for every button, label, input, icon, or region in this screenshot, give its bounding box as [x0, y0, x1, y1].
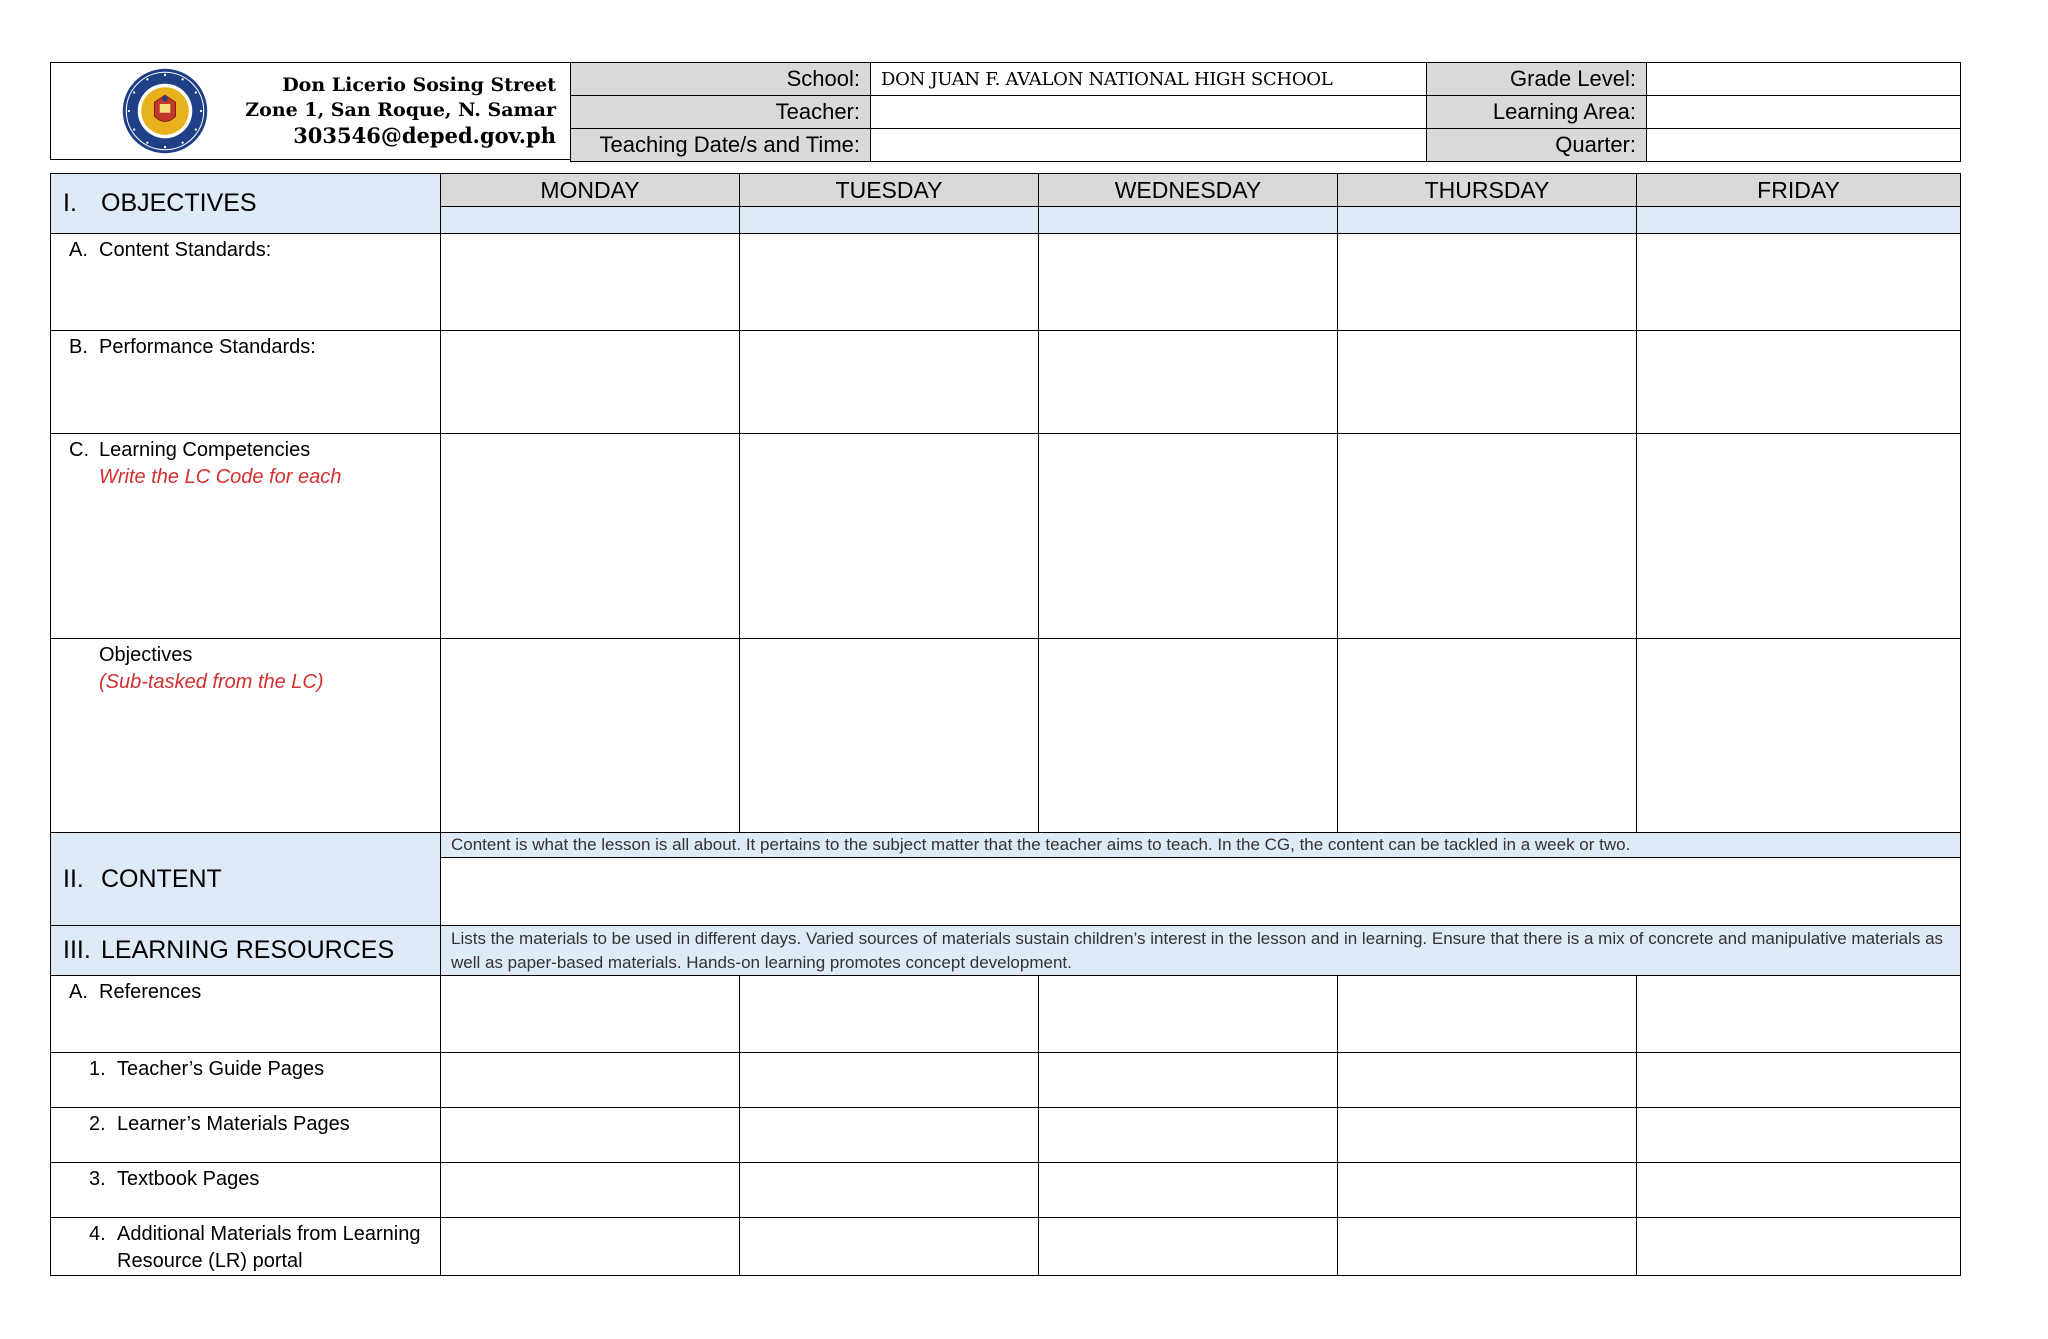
cell-learning-competencies-monday[interactable]	[441, 434, 740, 639]
cell-references-thursday[interactable]	[1338, 976, 1637, 1053]
learning-area-field[interactable]	[1647, 96, 1961, 129]
cell-content-standards-thursday[interactable]	[1338, 234, 1637, 331]
lc-code-hint: Write the LC Code for each	[99, 466, 342, 488]
grade-level-label: Grade Level:	[1427, 63, 1647, 96]
quarter-field[interactable]	[1647, 129, 1961, 162]
cell-textbook-pages-wednesday[interactable]	[1039, 1163, 1338, 1218]
row-label-performance-standards: B. Performance Standards:	[51, 331, 441, 434]
school-seal-icon	[121, 67, 209, 155]
cell-lm-pages-thursday[interactable]	[1338, 1108, 1637, 1163]
address-line-2: Zone 1, San Roque, N. Samar	[245, 99, 556, 121]
cell-objectives-friday[interactable]	[1637, 639, 1961, 833]
cell-tg-pages-thursday[interactable]	[1338, 1053, 1637, 1108]
cell-additional-friday[interactable]	[1637, 1218, 1961, 1276]
cell-additional-wednesday[interactable]	[1039, 1218, 1338, 1276]
cell-textbook-pages-tuesday[interactable]	[740, 1163, 1039, 1218]
school-label: School:	[571, 63, 871, 96]
cell-additional-monday[interactable]	[441, 1218, 740, 1276]
thursday-strip	[1338, 207, 1637, 234]
row-label-objectives: Objectives (Sub-tasked from the LC)	[51, 639, 441, 833]
school-field[interactable]: DON JUAN F. AVALON NATIONAL HIGH SCHOOL	[871, 63, 1427, 96]
day-header-wednesday: WEDNESDAY	[1039, 174, 1338, 207]
cell-lm-pages-tuesday[interactable]	[740, 1108, 1039, 1163]
quarter-label: Quarter:	[1427, 129, 1647, 162]
cell-references-wednesday[interactable]	[1039, 976, 1338, 1053]
school-email: 303546@deped.gov.ph	[293, 123, 556, 148]
objectives-hint: (Sub-tasked from the LC)	[99, 671, 324, 693]
cell-lm-pages-monday[interactable]	[441, 1108, 740, 1163]
teaching-date-field[interactable]	[871, 129, 1427, 162]
cell-tg-pages-tuesday[interactable]	[740, 1053, 1039, 1108]
cell-objectives-wednesday[interactable]	[1039, 639, 1338, 833]
cell-learning-competencies-wednesday[interactable]	[1039, 434, 1338, 639]
row-label-additional-materials: 4. Additional Materials from Learning Resource (LR) portal	[51, 1218, 441, 1276]
lesson-log-table	[50, 173, 1961, 1276]
section-resources-title: III. LEARNING RESOURCES	[51, 926, 441, 976]
school-address-block	[50, 62, 570, 160]
teacher-label: Teacher:	[571, 96, 871, 129]
row-label-content-standards: A. Content Standards:	[51, 234, 441, 331]
grade-level-field[interactable]	[1647, 63, 1961, 96]
cell-references-monday[interactable]	[441, 976, 740, 1053]
school-address	[245, 73, 556, 148]
day-header-monday: MONDAY	[441, 174, 740, 207]
teacher-field[interactable]	[871, 96, 1427, 129]
cell-performance-standards-tuesday[interactable]	[740, 331, 1039, 434]
section-content-title: II. CONTENT	[51, 833, 441, 926]
cell-performance-standards-wednesday[interactable]	[1039, 331, 1338, 434]
cell-lm-pages-friday[interactable]	[1637, 1108, 1961, 1163]
cell-performance-standards-monday[interactable]	[441, 331, 740, 434]
cell-lm-pages-wednesday[interactable]	[1039, 1108, 1338, 1163]
row-label-learners-materials-pages: 2. Learner’s Materials Pages	[51, 1108, 441, 1163]
row-label-references: A. References	[51, 976, 441, 1053]
learning-area-label: Learning Area:	[1427, 96, 1647, 129]
row-label-learning-competencies: C. Learning Competencies Write the LC Code for each	[51, 434, 441, 639]
cell-textbook-pages-thursday[interactable]	[1338, 1163, 1637, 1218]
row-label-teachers-guide-pages: 1. Teacher’s Guide Pages	[51, 1053, 441, 1108]
header-info-table	[570, 62, 1961, 162]
row-label-textbook-pages: 3. Textbook Pages	[51, 1163, 441, 1218]
cell-tg-pages-friday[interactable]	[1637, 1053, 1961, 1108]
teaching-date-label: Teaching Date/s and Time:	[571, 129, 871, 162]
cell-textbook-pages-monday[interactable]	[441, 1163, 740, 1218]
address-line-1: Don Licerio Sosing Street	[282, 74, 556, 96]
content-note: Content is what the lesson is all about. It pertains to the subject matter that the teacher aims to teach. In the CG, the content can be tackled in a week or two.	[441, 833, 1961, 858]
tuesday-strip	[740, 207, 1039, 234]
friday-strip	[1637, 207, 1961, 234]
cell-objectives-monday[interactable]	[441, 639, 740, 833]
monday-strip	[441, 207, 740, 234]
cell-references-friday[interactable]	[1637, 976, 1961, 1053]
cell-content-standards-monday[interactable]	[441, 234, 740, 331]
wednesday-strip	[1039, 207, 1338, 234]
resources-note: Lists the materials to be used in different days. Varied sources of materials sustain children’s interest in the lesson and in learning. Ensure that there is a mix of concrete and manipulative materials as well as paper-based materials. Hands-on learning promotes concept development.	[441, 926, 1961, 976]
cell-content-standards-friday[interactable]	[1637, 234, 1961, 331]
cell-performance-standards-thursday[interactable]	[1338, 331, 1637, 434]
day-header-tuesday: TUESDAY	[740, 174, 1039, 207]
cell-content-entry[interactable]	[441, 858, 1961, 926]
cell-textbook-pages-friday[interactable]	[1637, 1163, 1961, 1218]
cell-objectives-thursday[interactable]	[1338, 639, 1637, 833]
cell-content-standards-tuesday[interactable]	[740, 234, 1039, 331]
cell-references-tuesday[interactable]	[740, 976, 1039, 1053]
cell-performance-standards-friday[interactable]	[1637, 331, 1961, 434]
cell-tg-pages-wednesday[interactable]	[1039, 1053, 1338, 1108]
section-objectives-title: I. OBJECTIVES	[51, 174, 441, 234]
cell-learning-competencies-thursday[interactable]	[1338, 434, 1637, 639]
cell-learning-competencies-tuesday[interactable]	[740, 434, 1039, 639]
cell-content-standards-wednesday[interactable]	[1039, 234, 1338, 331]
cell-objectives-tuesday[interactable]	[740, 639, 1039, 833]
cell-learning-competencies-friday[interactable]	[1637, 434, 1961, 639]
day-header-friday: FRIDAY	[1637, 174, 1961, 207]
cell-additional-tuesday[interactable]	[740, 1218, 1039, 1276]
cell-tg-pages-monday[interactable]	[441, 1053, 740, 1108]
day-header-thursday: THURSDAY	[1338, 174, 1637, 207]
cell-additional-thursday[interactable]	[1338, 1218, 1637, 1276]
